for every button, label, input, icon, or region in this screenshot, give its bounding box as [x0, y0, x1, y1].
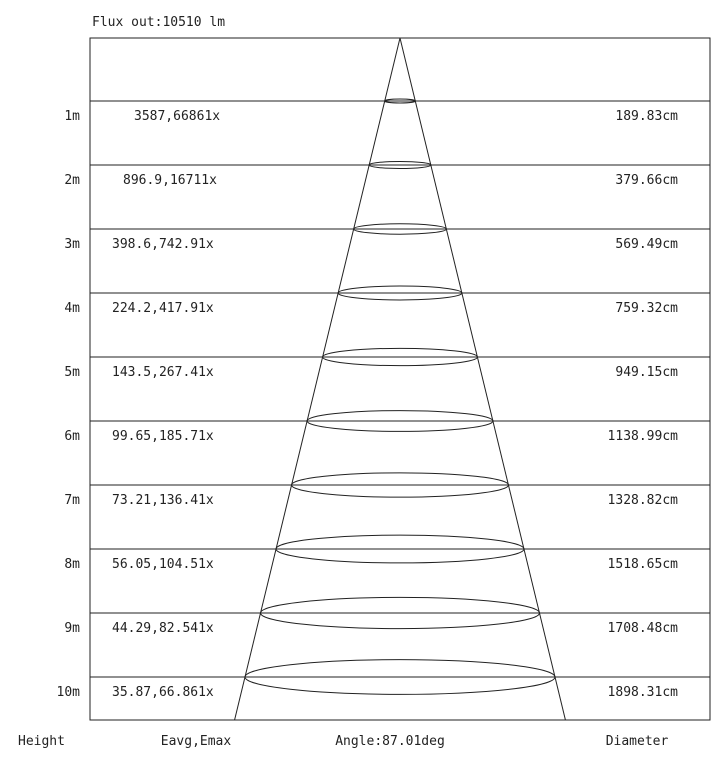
height-label: 3m — [64, 237, 80, 252]
diameter-label: 1518.65cm — [607, 557, 678, 572]
illuminance-label: 56.05,104.51x — [112, 557, 214, 572]
height-label: 2m — [64, 173, 80, 188]
diameter-label: 759.32cm — [615, 301, 678, 316]
beam-edge-left — [235, 38, 400, 720]
height-label: 8m — [64, 557, 80, 572]
height-label: 9m — [64, 621, 80, 636]
diameter-label: 1708.48cm — [607, 621, 678, 636]
beam-cone-group — [235, 38, 566, 720]
height-label: 7m — [64, 493, 80, 508]
illuminance-label: 99.65,185.71x — [112, 429, 214, 444]
illuminance-label: 35.87,66.861x — [112, 685, 214, 700]
footer-height-label: Height — [18, 734, 65, 749]
diameter-label: 569.49cm — [615, 237, 678, 252]
height-label: 4m — [64, 301, 80, 316]
footer-eavg-label: Eavg,Emax — [160, 734, 232, 749]
footer-diameter-label: Diameter — [605, 734, 669, 749]
illuminance-label: 44.29,82.541x — [112, 621, 214, 636]
height-label: 10m — [56, 685, 80, 700]
illuminance-label: 224.2,417.91x — [112, 301, 214, 316]
diameter-label: 1898.31cm — [607, 685, 678, 700]
diameter-label: 1138.99cm — [607, 429, 678, 444]
diameter-label: 189.83cm — [615, 109, 678, 124]
illuminance-label: 896.9,16711x — [123, 173, 217, 188]
diameter-label: 379.66cm — [615, 173, 678, 188]
illuminance-label: 3587,66861x — [134, 109, 221, 124]
illuminance-label: 143.5,267.41x — [112, 365, 214, 380]
illuminance-label: 73.21,136.41x — [112, 493, 214, 508]
rows-group — [57, 101, 710, 700]
height-label: 6m — [64, 429, 80, 444]
illuminance-label: 398.6,742.91x — [112, 237, 214, 252]
height-label: 1m — [64, 109, 80, 124]
diameter-label: 1328.82cm — [607, 493, 678, 508]
beam-edge-right — [400, 38, 565, 720]
height-label: 5m — [64, 365, 80, 380]
diameter-label: 949.15cm — [615, 365, 678, 380]
flux-label: Flux out:10510 lm — [92, 15, 226, 30]
footer-angle-label: Angle:87.01deg — [335, 734, 445, 749]
